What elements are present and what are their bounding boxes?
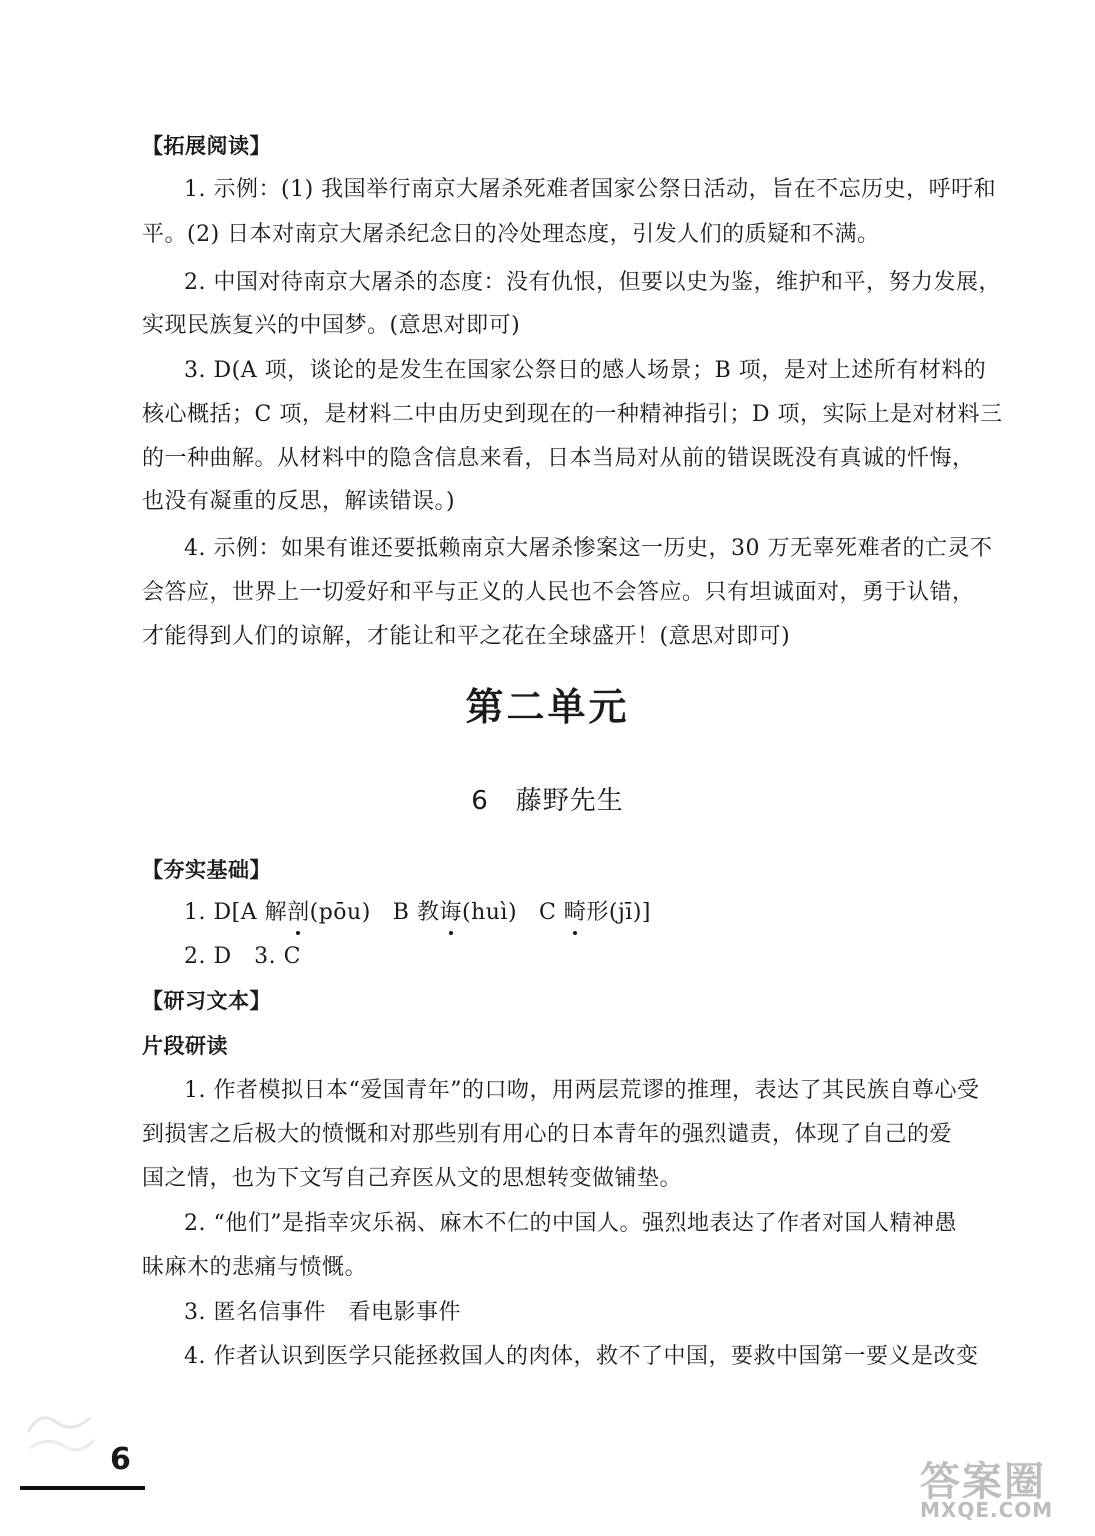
q1-b-char: 教 <box>416 900 440 925</box>
watermark-logo <box>920 1450 1080 1530</box>
answer-line: 4. 作者认识到医学只能拯救国人的肉体，救不了中国，要救中国第一要义是改变 <box>184 1344 979 1369</box>
q1-c-label: C <box>539 900 564 925</box>
answer-line: 平。(2) 日本对南京大屠杀纪念日的冷处理态度，引发人们的质疑和不满。 <box>142 222 880 247</box>
answer-line: 3. D(A 项，谈论的是发生在国家公祭日的感人场景；B 项，是对上述所有材料的 <box>184 358 987 383</box>
watermark-title: 答案圈 <box>920 1459 1046 1505</box>
answer-line: 2. “他们”是指幸灾乐祸、麻木不仁的中国人。强烈地表达了作者对国人精神愚 <box>184 1211 957 1236</box>
q1-b-label: B <box>392 900 417 925</box>
section-heading-extended-reading: 【拓展阅读】 <box>142 134 271 158</box>
answer-line: 也没有凝重的反思，解读错误。) <box>142 489 456 514</box>
answer-line: 的一种曲解。从材料中的隐含信息来看，日本当局对从前的错误既没有真诚的忏悔， <box>142 446 975 471</box>
q1-prefix: 1. D[A <box>184 900 265 925</box>
answer-line: 1. 作者模拟日本“爱国青年”的口吻，用两层荒谬的推理，表达了其民族自尊心受 <box>184 1078 980 1103</box>
answer-line: 才能得到人们的谅解，才能让和平之花在全球盛开！(意思对即可) <box>142 624 791 649</box>
section-heading-study-text: 【研习文本】 <box>142 989 271 1013</box>
subheading-fragment-reading: 片段研读 <box>142 1034 228 1058</box>
q1-c-pinyin: (jī)] <box>608 900 652 925</box>
watermark-url: MXQE.COM <box>920 1498 1054 1522</box>
q1-a-pinyin: (pōu) <box>309 900 371 925</box>
q1-a-char: 解 <box>264 900 288 925</box>
section-heading-foundation: 【夯实基础】 <box>142 858 271 882</box>
q1-b-pinyin: (huì) <box>462 900 518 925</box>
q1-c-emphasized-char: 畸 <box>564 898 587 928</box>
answer-line: 3. 匿名信事件 看电影事件 <box>184 1300 461 1325</box>
answer-line: 实现民族复兴的中国梦。(意思对即可) <box>142 313 521 338</box>
answer-line: 会答应，世界上一切爱好和平与正义的人民也不会答应。只有坦诚面对，勇于认错， <box>142 580 975 605</box>
answer-line: 到损害之后极大的愤慨和对那些别有用心的日本青年的强烈谴责，体现了自己的爱 <box>142 1122 953 1147</box>
answer-line: 核心概括；C 项，是材料二中由历史到现在的一种精神指引；D 项，实际上是对材料三 <box>142 402 1003 427</box>
footer-rule <box>20 1486 145 1490</box>
answer-line: 国之情，也为下文写自己弃医从文的思想转变做铺垫。 <box>142 1166 683 1191</box>
answer-line: 4. 示例：如果有谁还要抵赖南京大屠杀惨案这一历史，30 万无辜死难者的亡灵不 <box>184 536 993 561</box>
page-number: 6 <box>110 1442 131 1477</box>
q1-a-emphasized-char: 剖 <box>287 898 310 928</box>
answer-line: 昧麻木的悲痛与愤慨。 <box>142 1255 368 1280</box>
q1-b-emphasized-char: 诲 <box>439 898 462 928</box>
answer-line: 2. 中国对待南京大屠杀的态度：没有仇恨，但要以史为鉴，维护和平，努力发展， <box>184 270 1001 295</box>
decorative-corner-icon <box>20 1392 100 1462</box>
answer-line-q2: 2. D 3. C <box>184 944 301 969</box>
unit-title: 第二单元 <box>465 685 630 729</box>
answer-line-q1 <box>184 898 1004 928</box>
answer-line: 1. 示例：(1) 我国举行南京大屠杀死难者国家公祭日活动，旨在不忘历史，呼吁和 <box>184 177 997 202</box>
q1-c-char: 形 <box>586 900 609 925</box>
lesson-title: 6 藤野先生 <box>471 786 624 816</box>
